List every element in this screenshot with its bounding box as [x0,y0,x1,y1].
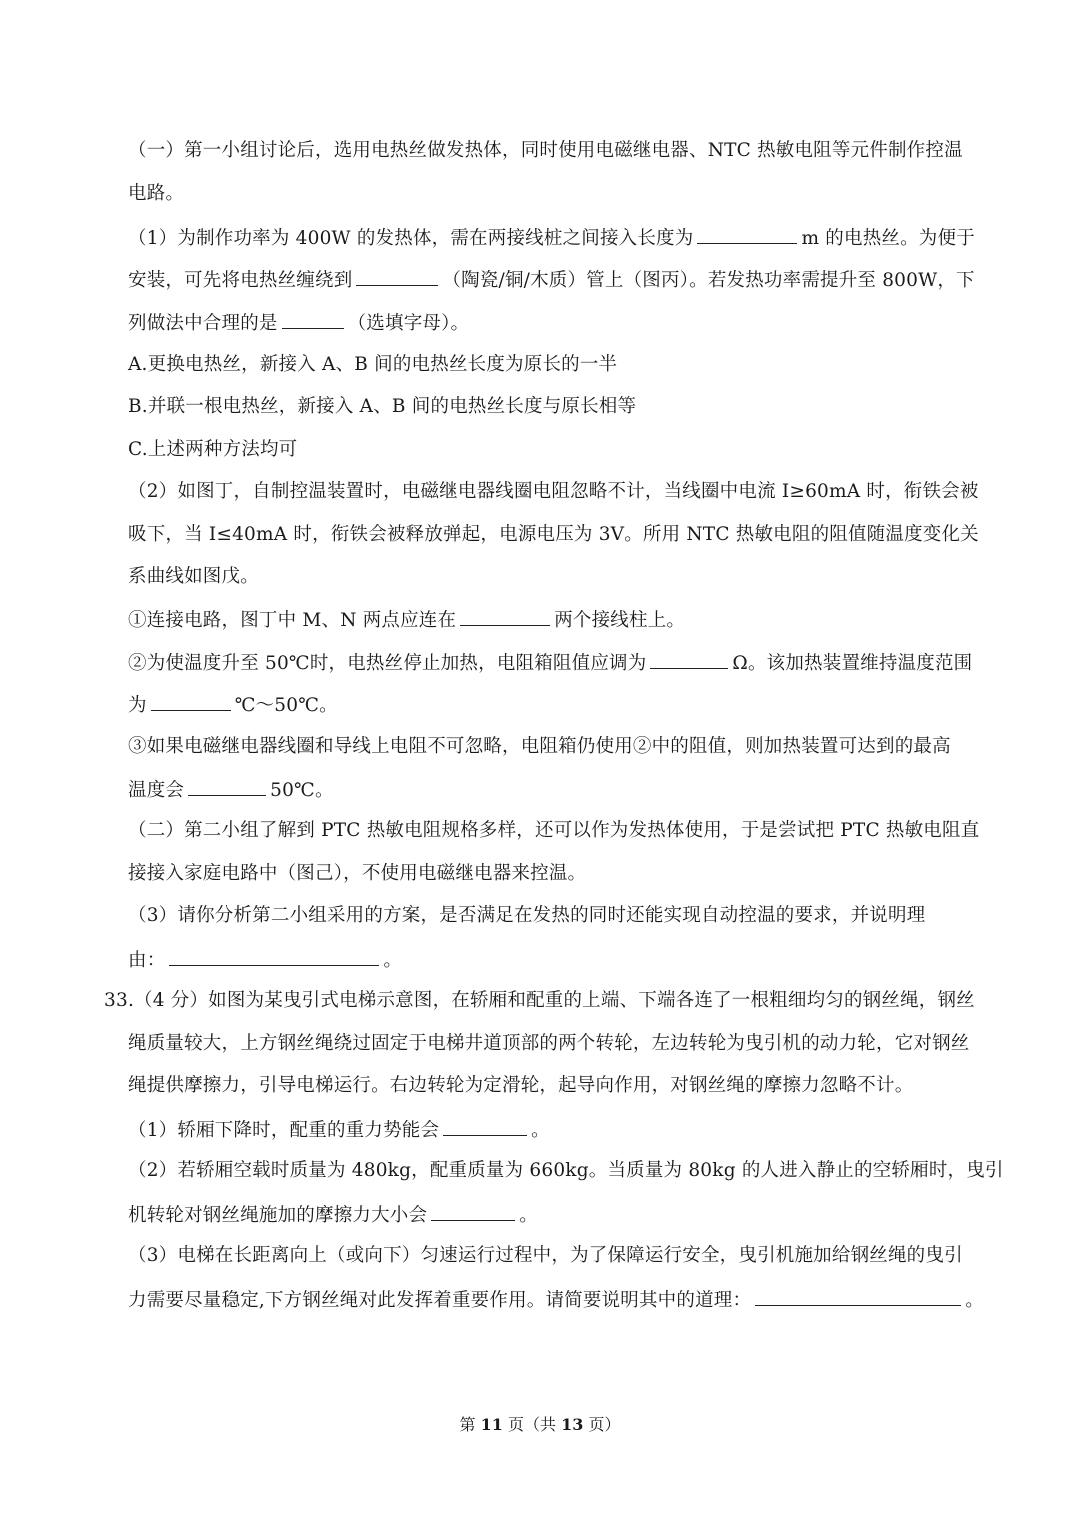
question-33-line1: 33.（4 分）如图为某曳引式电梯示意图，在轿厢和配重的上端、下端各连了一根粗细均匀的钢丝绳，钢丝 [104,990,975,1011]
text: ①连接电路，图丁中 M、N 两点应连在 [128,610,457,631]
question-2-line3: 系曲线如图戊。 [128,566,259,587]
question-1-line2 [128,265,980,295]
question-1-line3 [128,308,980,338]
answer-blank [151,690,231,711]
para-group2-intro: （二）第二小组了解到 PTC 热敏电阻规格多样，还可以作为发热体使用，于是尝试把 PTC 热敏电阻直 [128,820,980,841]
sub-question-3: ③如果电磁继电器线圈和导线上电阻不可忽略，电阻箱仍使用②中的阻值，则加热装置可达到的最高 [128,736,951,757]
answer-blank [650,648,728,669]
option-a: A.更换电热丝，新接入 A、B 间的电热丝长度为原长的一半 [128,354,618,375]
footer-middle: 页（共 [507,1415,556,1434]
answer-blank [460,605,550,626]
option-b: B.并联一根电热丝，新接入 A、B 间的电热丝长度与原长相等 [128,396,637,417]
option-c: C.上述两种方法均可 [128,439,298,460]
text: ℃～50℃。 [234,695,338,716]
text: （1）轿厢下降时，配重的重力势能会 [128,1120,440,1141]
text: 50℃。 [270,780,334,801]
question-1-line1 [128,223,980,253]
sub-question-3-cont [128,775,980,805]
text: 由： [128,950,166,971]
answer-blank [356,265,438,286]
answer-blank [431,1200,515,1221]
para-group1-intro-cont: 电路。 [128,183,185,204]
sub-question-1 [128,605,980,635]
text: 。 [383,950,403,971]
text: 温度会 [128,780,185,801]
question-2-line2: 吸下，当 I≤40mA 时，衔铁会被释放弹起，电源电压为 3V。所用 NTC 热敏电阻的阻值随温度变化关 [128,524,979,545]
answer-blank [188,775,266,796]
question-33-3-line2 [128,1285,984,1315]
text: 安装，可先将电热丝缠绕到 [128,270,353,291]
text: 。 [965,1290,984,1311]
question-3-line1: （3）请你分析第二小组采用的方案，是否满足在发热的同时还能实现自动控温的要求，并说明理 [128,905,926,926]
text: （陶瓷/铜/木质）管上（图丙）。若发热功率需提升至 800W，下 [442,270,975,291]
text: Ω。该加热装置维持温度范围 [732,653,973,674]
para-group1-intro: （一）第一小组讨论后，选用电热丝做发热体，同时使用电磁继电器、NTC 热敏电阻等元件制作控温 [128,140,963,161]
text: 两个接线柱上。 [554,610,686,631]
text: （1）为制作功率为 400W 的发热体，需在两接线桩之间接入长度为 [128,228,694,249]
text: （选填字母）。 [347,313,470,334]
question-33-3-line1: （3）电梯在长距离向上（或向下）匀速运行过程中，为了保障运行安全，曳引机施加给钢丝绳的曳引 [128,1245,963,1266]
text: 为 [128,695,147,716]
text: m 的电热丝。为便于 [801,228,975,249]
answer-blank [169,945,379,966]
text: 力需要尽量稳定,下方钢丝绳对此发挥着重要作用。请简要说明其中的道理： [128,1290,752,1311]
answer-blank [282,308,344,329]
page-number: 11 [480,1415,503,1434]
sub-question-2-cont [128,690,980,720]
question-33-line2: 绳质量较大，上方钢丝绳绕过固定于电梯井道顶部的两个转轮，左边转轮为曳引机的动力轮，它对钢丝 [128,1033,970,1054]
question-33-1 [128,1115,980,1145]
footer-prefix: 第 [459,1415,476,1434]
page-total: 13 [561,1415,584,1434]
text: 列做法中合理的是 [128,313,278,334]
answer-blank [755,1285,961,1306]
question-33-2-line2 [128,1200,980,1230]
answer-blank [697,223,797,244]
text: 。 [519,1205,538,1226]
text: ②为使温度升至 50℃时，电热丝停止加热，电阻箱阻值应调为 [128,653,647,674]
sub-question-2 [128,648,980,678]
text: 机转轮对钢丝绳施加的摩擦力大小会 [128,1205,428,1226]
page-footer [0,1413,1080,1437]
question-33-line3: 绳提供摩擦力，引导电梯运行。右边转轮为定滑轮，起导向作用，对钢丝绳的摩擦力忽略不计。 [128,1075,914,1096]
question-3-line2 [128,945,980,975]
question-2-line1: （2）如图丁，自制控温装置时，电磁继电器线圈电阻忽略不计，当线圈中电流 I≥60mA 时，衔铁会被 [128,481,979,502]
para-group2-intro-cont: 接接入家庭电路中（图己），不使用电磁继电器来控温。 [128,863,587,884]
text: 。 [531,1120,550,1141]
footer-suffix: 页） [588,1415,621,1434]
question-33-2-line1: （2）若轿厢空载时质量为 480kg，配重质量为 660kg。当质量为 80kg 的人进入静止的空轿厢时，曳引 [128,1160,1004,1181]
answer-blank [443,1115,527,1136]
